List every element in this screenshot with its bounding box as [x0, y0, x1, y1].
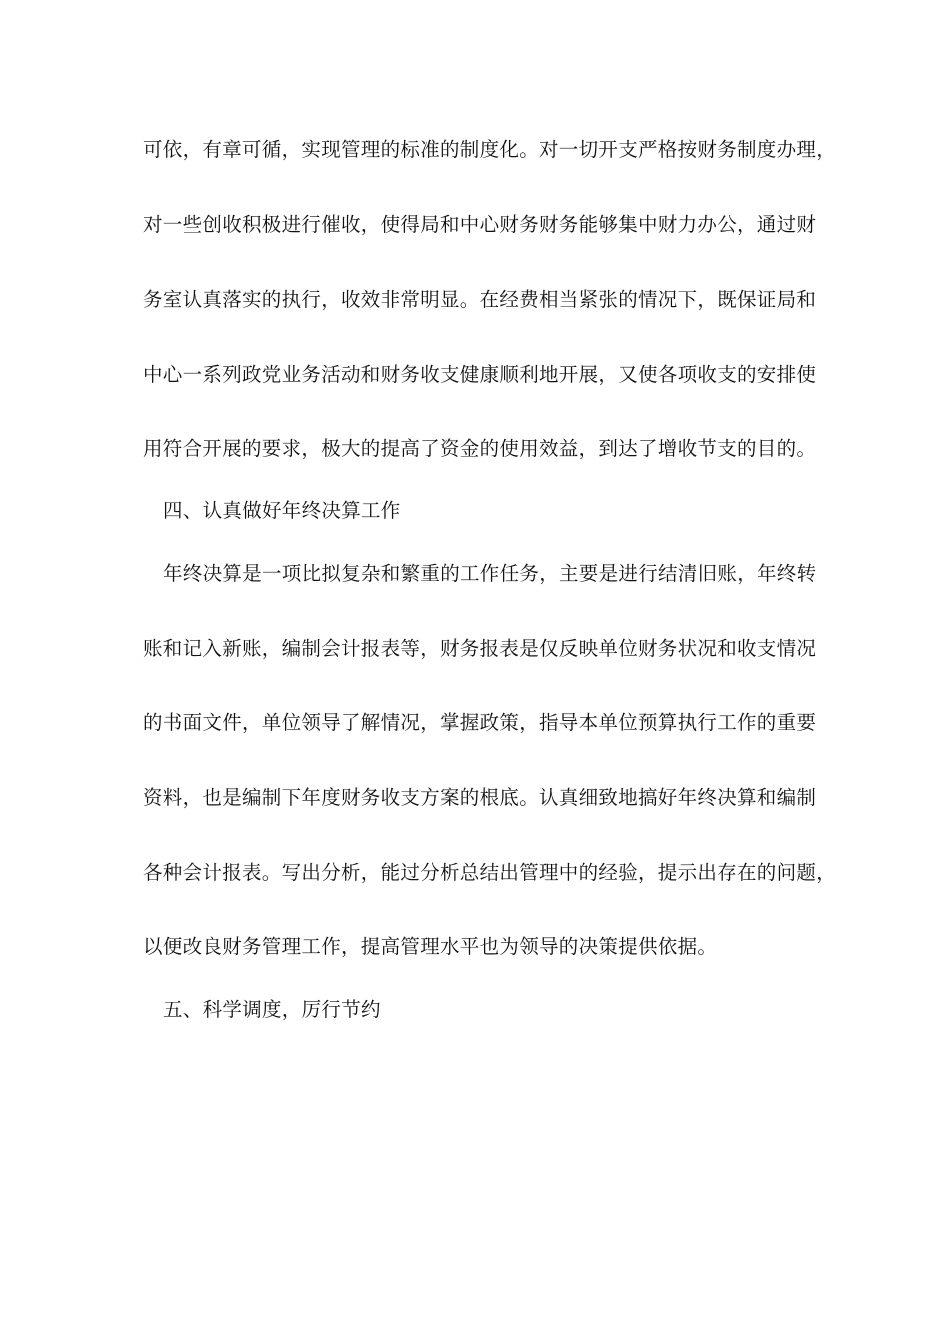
section-heading-4: 四、认真做好年终决算工作 — [163, 499, 401, 522]
paragraph-line: 用符合开展的要求，极大的提高了资金的使用效益，到达了增收节支的目的。 — [143, 437, 817, 460]
paragraph-line: 资料，也是编制下年度财务收支方案的根底。认真细致地搞好年终决算和编制 — [143, 786, 817, 809]
paragraph-line: 的书面文件，单位领导了解情况，掌握政策，指导本单位预算执行工作的重要 — [143, 711, 817, 734]
section-heading-5: 五、科学调度，厉行节约 — [163, 998, 381, 1021]
paragraph-line: 年终决算是一项比拟复杂和繁重的工作任务，主要是进行结清旧账，年终转 — [163, 562, 817, 585]
paragraph-line: 务室认真落实的执行，收效非常明显。在经费相当紧张的情况下，既保证局和 — [143, 288, 817, 311]
paragraph-line: 以便改良财务管理工作，提高管理水平也为领导的决策提供依据。 — [143, 935, 718, 958]
paragraph-line: 对一些创收积极进行催收，使得局和中心财务财务能够集中财力办公，通过财 — [143, 213, 817, 236]
paragraph-line: 账和记入新账，编制会计报表等，财务报表是仅反映单位财务状况和收支情况 — [143, 637, 817, 660]
paragraph-line: 中心一系列政党业务活动和财务收支健康顺利地开展，又使各项收支的安排使 — [143, 363, 817, 386]
paragraph-line: 可依，有章可循，实现管理的标准的制度化。对一切开支严格按财务制度办理， — [143, 138, 837, 161]
paragraph-line: 各种会计报表。写出分析，能过分析总结出管理中的经验，提示出存在的问题， — [143, 861, 837, 884]
